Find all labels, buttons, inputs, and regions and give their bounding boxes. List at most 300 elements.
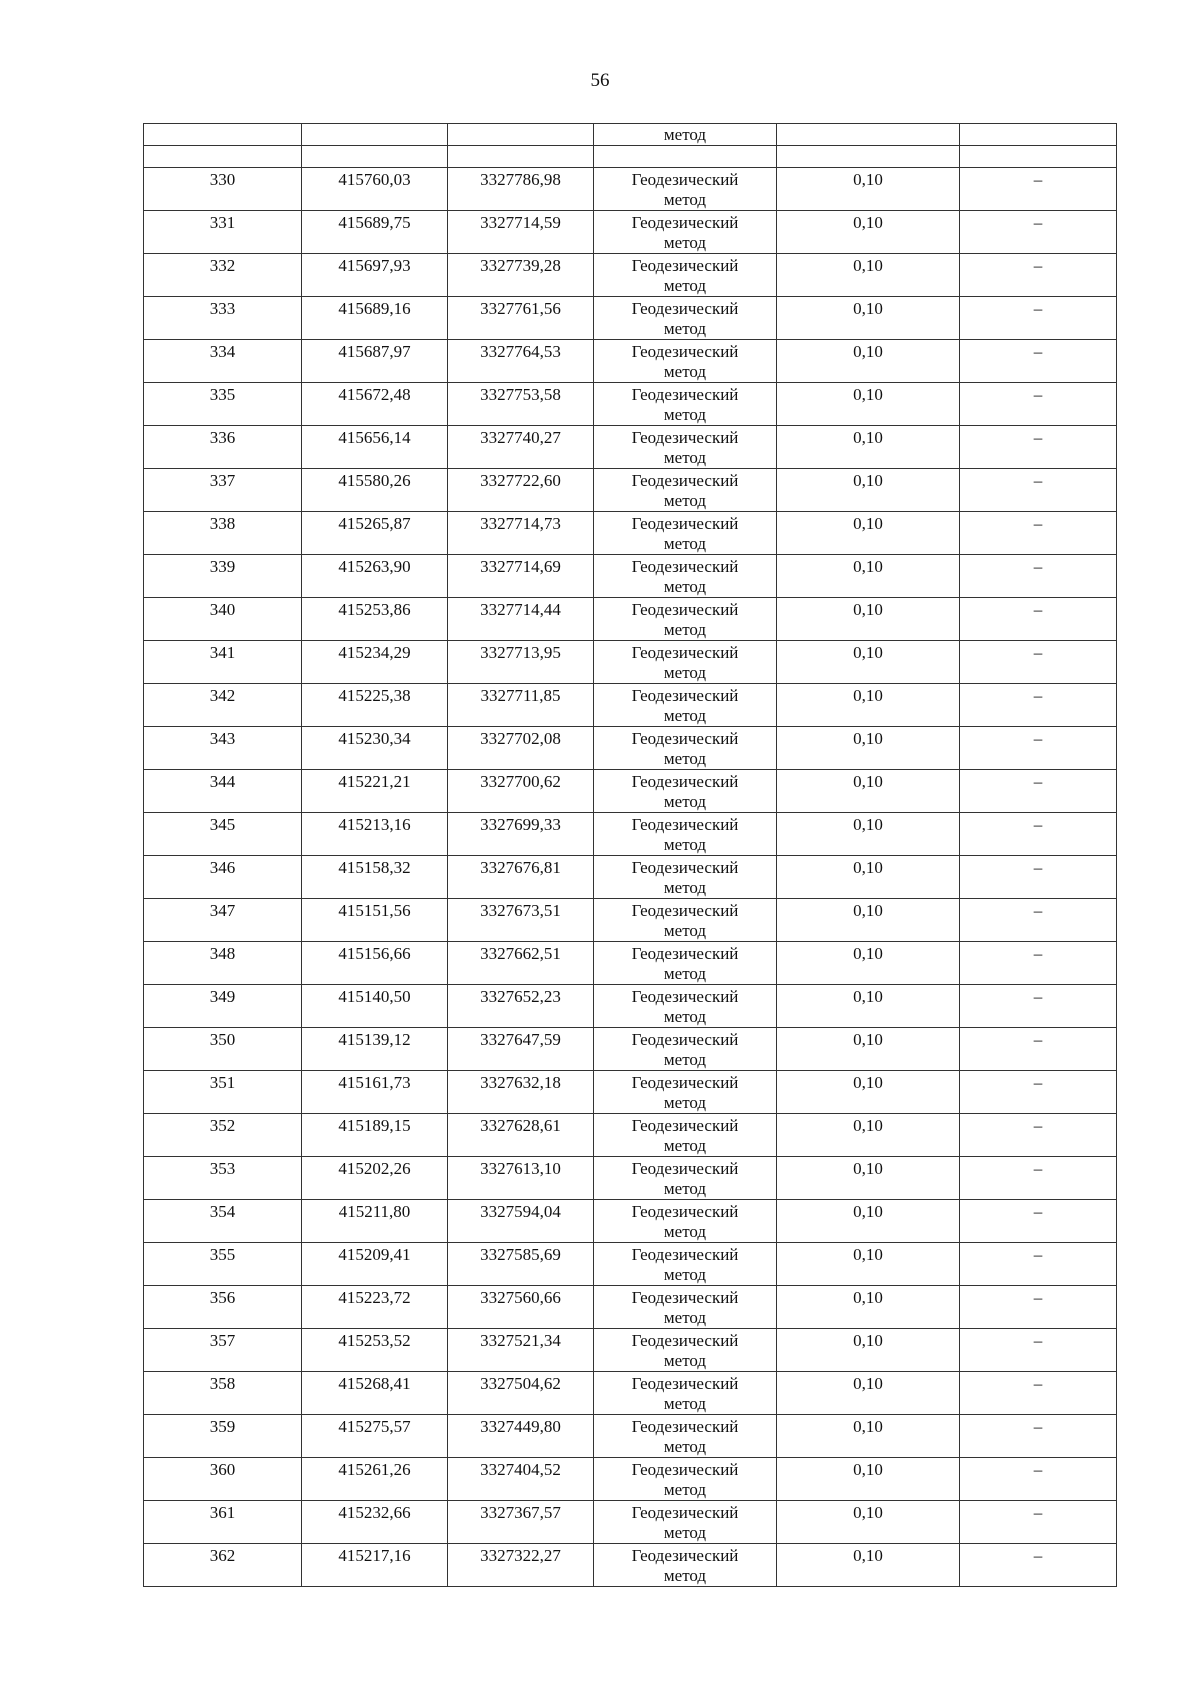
table-row: [144, 254, 1117, 297]
cell-point: [144, 942, 302, 985]
cell-accuracy: [777, 813, 960, 856]
cell-accuracy: [777, 1157, 960, 1200]
cell-method-text: метод: [663, 1136, 707, 1155]
cell-note-text: –: [1033, 428, 1043, 447]
cell-note: [960, 1243, 1117, 1286]
table-row: [144, 1544, 1117, 1587]
cell-y-text: 3327504,62: [480, 1374, 561, 1393]
cell-accuracy: [777, 168, 960, 211]
cell-accuracy-text: 0,10: [853, 1245, 883, 1264]
cell-y: [448, 383, 594, 426]
cell-accuracy-text: 0,10: [853, 299, 883, 318]
cell-x: [302, 1458, 448, 1501]
cell-accuracy: [777, 1114, 960, 1157]
cell-accuracy-text: 0,10: [853, 342, 883, 361]
cell-accuracy: [777, 254, 960, 297]
cell-y: [448, 512, 594, 555]
cell-method-text: Геодезический: [631, 428, 739, 447]
cell-point-text: 355: [209, 1245, 236, 1264]
cell-method-text: Геодезический: [631, 213, 739, 232]
cell-y: [448, 942, 594, 985]
cell-point: [144, 1329, 302, 1372]
cell-point-text: 353: [209, 1159, 236, 1178]
cell-point-text: 330: [209, 170, 236, 189]
cell-method-text: метод: [663, 749, 707, 768]
cell-note-text: –: [1033, 299, 1043, 318]
cell-method-text: метод: [663, 233, 707, 252]
cell-point-text: 332: [209, 256, 236, 275]
cell-y: [448, 985, 594, 1028]
cell-method-text: метод: [663, 1222, 707, 1241]
cell-note-text: –: [1033, 1116, 1043, 1135]
cell-note-text: –: [1033, 772, 1043, 791]
cell-method-text: метод: [663, 792, 707, 811]
cell-point: [144, 899, 302, 942]
cell-point-text: 351: [209, 1073, 236, 1092]
cell-accuracy-text: 0,10: [853, 901, 883, 920]
cell-method-text: Геодезический: [631, 643, 739, 662]
cell-y: [448, 1028, 594, 1071]
cell-method: [594, 1415, 777, 1458]
cell-x: [302, 512, 448, 555]
cell-accuracy: [777, 1243, 960, 1286]
cell-method-text: метод: [663, 1093, 707, 1112]
cell-point: [144, 297, 302, 340]
cell-note: [960, 512, 1117, 555]
table-row: [144, 340, 1117, 383]
cell-point-text: 360: [209, 1460, 236, 1479]
cell-y-text: 3327662,51: [480, 944, 561, 963]
cell-note-text: –: [1033, 901, 1043, 920]
cell-note: [960, 1071, 1117, 1114]
page-number: 56: [590, 70, 610, 91]
cell-y: [448, 469, 594, 512]
cell-point-text: 338: [209, 514, 236, 533]
cell-method-text: Геодезический: [631, 729, 739, 748]
cell-method: [594, 426, 777, 469]
cell-y-text: 3327449,80: [480, 1417, 561, 1436]
cell-y: [448, 124, 594, 146]
cell-x: [302, 168, 448, 211]
cell-method-text: метод: [663, 1007, 707, 1026]
cell-method-text: Геодезический: [631, 514, 739, 533]
cell-point-text: 334: [209, 342, 236, 361]
cell-x-text: 415760,03: [338, 170, 411, 189]
cell-x-text: 415687,97: [338, 342, 411, 361]
cell-note-text: –: [1033, 1503, 1043, 1522]
cell-method-text: Геодезический: [631, 170, 739, 189]
cell-method-text: метод: [663, 1265, 707, 1284]
cell-accuracy-text: 0,10: [853, 643, 883, 662]
cell-x: [302, 1372, 448, 1415]
cell-accuracy: [777, 555, 960, 598]
table-row: [144, 555, 1117, 598]
cell-x-text: 415253,86: [338, 600, 411, 619]
cell-method: [594, 297, 777, 340]
cell-point-text: 340: [209, 600, 236, 619]
cell-note-text: –: [1033, 471, 1043, 490]
cell-x-text: 415221,21: [338, 772, 411, 791]
cell-x-text: 415202,26: [338, 1159, 411, 1178]
cell-x-text: 415689,75: [338, 213, 411, 232]
cell-method-text: метод: [663, 448, 707, 467]
cell-method-text: Геодезический: [631, 686, 739, 705]
table-row: [144, 985, 1117, 1028]
cell-accuracy: [777, 684, 960, 727]
cell-y: [448, 1157, 594, 1200]
cell-accuracy: [777, 1372, 960, 1415]
cell-point-text: 350: [209, 1030, 236, 1049]
cell-x-text: 415213,16: [338, 815, 411, 834]
cell-accuracy-text: 0,10: [853, 772, 883, 791]
cell-point: [144, 1243, 302, 1286]
table-row: [144, 942, 1117, 985]
cell-point-text: 358: [209, 1374, 236, 1393]
cell-y-text: 3327761,56: [480, 299, 561, 318]
cell-note: [960, 1329, 1117, 1372]
cell-method: [594, 124, 777, 146]
cell-note-text: –: [1033, 1159, 1043, 1178]
cell-accuracy-text: 0,10: [853, 987, 883, 1006]
cell-y-text: 3327652,23: [480, 987, 561, 1006]
cell-point-text: 337: [209, 471, 236, 490]
spacer-cell: [302, 146, 448, 168]
cell-x: [302, 469, 448, 512]
cell-note: [960, 770, 1117, 813]
table-row: [144, 1200, 1117, 1243]
cell-x: [302, 383, 448, 426]
cell-y: [448, 1501, 594, 1544]
cell-x: [302, 211, 448, 254]
cell-method: [594, 1071, 777, 1114]
spacer-cell: [777, 146, 960, 168]
cell-accuracy-text: 0,10: [853, 471, 883, 490]
cell-y-text: 3327613,10: [480, 1159, 561, 1178]
cell-method-text: Геодезический: [631, 987, 739, 1006]
cell-accuracy-text: 0,10: [853, 213, 883, 232]
cell-note: [960, 1200, 1117, 1243]
cell-method-text: метод: [663, 964, 707, 983]
table-row: [144, 297, 1117, 340]
cell-y-text: 3327711,85: [480, 686, 561, 705]
cell-accuracy: [777, 297, 960, 340]
cell-point-text: 354: [209, 1202, 236, 1221]
cell-note-text: –: [1033, 514, 1043, 533]
cell-x-text: 415672,48: [338, 385, 411, 404]
cell-point: [144, 813, 302, 856]
cell-x: [302, 124, 448, 146]
cell-method-text: Геодезический: [631, 1460, 739, 1479]
cell-point: [144, 727, 302, 770]
cell-accuracy-text: 0,10: [853, 1030, 883, 1049]
cell-accuracy-text: 0,10: [853, 815, 883, 834]
cell-accuracy-text: 0,10: [853, 686, 883, 705]
cell-note-text: –: [1033, 1073, 1043, 1092]
cell-point: [144, 1501, 302, 1544]
cell-method: [594, 899, 777, 942]
cell-y-text: 3327676,81: [480, 858, 561, 877]
cell-method-text: Геодезический: [631, 471, 739, 490]
cell-y: [448, 899, 594, 942]
coordinates-table: [143, 123, 1117, 1587]
cell-method-text: Геодезический: [631, 557, 739, 576]
cell-method-text: Геодезический: [631, 299, 739, 318]
cell-x-text: 415268,41: [338, 1374, 411, 1393]
cell-accuracy: [777, 1200, 960, 1243]
cell-note-text: –: [1033, 815, 1043, 834]
cell-y-text: 3327753,58: [480, 385, 561, 404]
cell-point-text: 361: [209, 1503, 236, 1522]
cell-point: [144, 1028, 302, 1071]
cell-y-text: 3327713,95: [480, 643, 561, 662]
cell-y: [448, 813, 594, 856]
cell-method-text: метод: [663, 190, 707, 209]
cell-x: [302, 1286, 448, 1329]
table-row: [144, 1286, 1117, 1329]
cell-accuracy: [777, 383, 960, 426]
cell-y-text: 3327404,52: [480, 1460, 561, 1479]
cell-accuracy-text: 0,10: [853, 1417, 883, 1436]
cell-point: [144, 856, 302, 899]
cell-note: [960, 1372, 1117, 1415]
cell-accuracy-text: 0,10: [853, 1159, 883, 1178]
cell-x-text: 415232,66: [338, 1503, 411, 1522]
cell-accuracy: [777, 1286, 960, 1329]
cell-y: [448, 168, 594, 211]
cell-y-text: 3327521,34: [480, 1331, 561, 1350]
cell-accuracy-text: 0,10: [853, 428, 883, 447]
spacer-cell: [960, 146, 1117, 168]
cell-x: [302, 727, 448, 770]
cell-point-text: 352: [209, 1116, 236, 1135]
cell-x: [302, 985, 448, 1028]
spacer-cell: [448, 146, 594, 168]
cell-method-text: Геодезический: [631, 772, 739, 791]
cell-x: [302, 1243, 448, 1286]
table-row: [144, 727, 1117, 770]
table-row: [144, 1028, 1117, 1071]
cell-accuracy: [777, 856, 960, 899]
cell-accuracy-text: 0,10: [853, 557, 883, 576]
cell-accuracy: [777, 598, 960, 641]
cell-y-text: 3327786,98: [480, 170, 561, 189]
cell-point-text: 346: [209, 858, 236, 877]
cell-method-text: метод: [663, 620, 707, 639]
cell-method-text: метод: [663, 1523, 707, 1542]
cell-x: [302, 1028, 448, 1071]
cell-accuracy: [777, 942, 960, 985]
table-row: [144, 641, 1117, 684]
cell-note: [960, 1114, 1117, 1157]
cell-y-text: 3327714,44: [480, 600, 561, 619]
cell-y: [448, 1243, 594, 1286]
cell-note-text: –: [1033, 987, 1043, 1006]
cell-x-text: 415689,16: [338, 299, 411, 318]
continuation-row: [144, 124, 1117, 146]
cell-method: [594, 1372, 777, 1415]
cell-y: [448, 1200, 594, 1243]
cell-note-text: –: [1033, 1417, 1043, 1436]
cell-note-text: –: [1033, 729, 1043, 748]
cell-method: [594, 985, 777, 1028]
cell-method-text: Геодезический: [631, 1159, 739, 1178]
cell-method: [594, 211, 777, 254]
cell-y: [448, 856, 594, 899]
cell-y: [448, 727, 594, 770]
cell-method-text: метод: [663, 1050, 707, 1069]
cell-point-text: 339: [209, 557, 236, 576]
cell-method: [594, 770, 777, 813]
cell-y: [448, 426, 594, 469]
cell-x: [302, 1071, 448, 1114]
cell-method-text: Геодезический: [631, 385, 739, 404]
cell-method: [594, 1329, 777, 1372]
cell-accuracy-text: 0,10: [853, 1331, 883, 1350]
cell-note: [960, 727, 1117, 770]
table-row: [144, 813, 1117, 856]
cell-point: [144, 1544, 302, 1587]
cell-y-text: 3327702,08: [480, 729, 561, 748]
cell-point: [144, 641, 302, 684]
cell-note: [960, 985, 1117, 1028]
cell-method-text: метод: [663, 663, 707, 682]
cell-accuracy: [777, 1415, 960, 1458]
cell-point: [144, 1071, 302, 1114]
cell-accuracy: [777, 469, 960, 512]
cell-x: [302, 426, 448, 469]
cell-method: [594, 684, 777, 727]
cell-x-text: 415217,16: [338, 1546, 411, 1565]
cell-accuracy: [777, 211, 960, 254]
cell-note-text: –: [1033, 557, 1043, 576]
cell-point: [144, 684, 302, 727]
cell-x: [302, 641, 448, 684]
cell-accuracy-text: 0,10: [853, 1546, 883, 1565]
cell-y: [448, 1286, 594, 1329]
cell-y: [448, 1372, 594, 1415]
cell-method: [594, 512, 777, 555]
cell-method-text: Геодезический: [631, 600, 739, 619]
cell-method-text: Геодезический: [631, 1503, 739, 1522]
table-row: [144, 598, 1117, 641]
cell-note: [960, 555, 1117, 598]
cell-x: [302, 1501, 448, 1544]
cell-accuracy: [777, 512, 960, 555]
cell-point-text: 343: [209, 729, 236, 748]
cell-method-text: Геодезический: [631, 1202, 739, 1221]
cell-method-text: Геодезический: [631, 815, 739, 834]
cell-accuracy: [777, 1329, 960, 1372]
cell-method: [594, 1157, 777, 1200]
cell-note: [960, 1458, 1117, 1501]
cell-method: [594, 469, 777, 512]
cell-accuracy-text: 0,10: [853, 514, 883, 533]
cell-point-text: 349: [209, 987, 236, 1006]
coordinates-table-body: [144, 124, 1117, 1587]
cell-x-text: 415263,90: [338, 557, 411, 576]
cell-method-text: метод: [663, 1394, 707, 1413]
cell-method: [594, 1243, 777, 1286]
cell-x-text: 415223,72: [338, 1288, 411, 1307]
cell-note: [960, 899, 1117, 942]
cell-y: [448, 1114, 594, 1157]
cell-method: [594, 1114, 777, 1157]
cell-y-text: 3327632,18: [480, 1073, 561, 1092]
cell-x-text: 415209,41: [338, 1245, 411, 1264]
cell-method-text: Геодезический: [631, 1417, 739, 1436]
cell-y-text: 3327714,73: [480, 514, 561, 533]
cell-accuracy-text: 0,10: [853, 600, 883, 619]
cell-method-text: метод: [663, 1437, 707, 1456]
cell-y-text: 3327722,60: [480, 471, 561, 490]
cell-accuracy: [777, 1501, 960, 1544]
cell-note-text: –: [1033, 858, 1043, 877]
cell-y-text: 3327714,59: [480, 213, 561, 232]
cell-point-text: 336: [209, 428, 236, 447]
cell-y-text: 3327322,27: [480, 1546, 561, 1565]
cell-x: [302, 1415, 448, 1458]
cell-method: [594, 856, 777, 899]
cell-method-text: Геодезический: [631, 944, 739, 963]
cell-note-text: –: [1033, 385, 1043, 404]
cell-x: [302, 598, 448, 641]
cell-method-text: Геодезический: [631, 858, 739, 877]
cell-accuracy-text: 0,10: [853, 256, 883, 275]
cell-y: [448, 1544, 594, 1587]
cell-y-text: 3327764,53: [480, 342, 561, 361]
cell-method-text: метод: [663, 276, 707, 295]
cell-accuracy: [777, 426, 960, 469]
cell-method-text: метод: [663, 835, 707, 854]
cell-note: [960, 426, 1117, 469]
cell-y-text: 3327560,66: [480, 1288, 561, 1307]
cell-x: [302, 813, 448, 856]
cell-note: [960, 211, 1117, 254]
cell-method-text: метод: [663, 491, 707, 510]
cell-x-text: 415275,57: [338, 1417, 411, 1436]
cell-y-text: 3327714,69: [480, 557, 561, 576]
cell-method-text: метод: [663, 405, 707, 424]
cell-method-text: метод: [663, 878, 707, 897]
cell-y: [448, 1415, 594, 1458]
cell-method-text: Геодезический: [631, 1245, 739, 1264]
cell-accuracy: [777, 770, 960, 813]
cell-note: [960, 1415, 1117, 1458]
cell-method-text: Геодезический: [631, 1331, 739, 1350]
cell-note-text: –: [1033, 1546, 1043, 1565]
cell-method: [594, 727, 777, 770]
cell-method-text: Геодезический: [631, 1073, 739, 1092]
cell-x: [302, 1157, 448, 1200]
cell-note-text: –: [1033, 1331, 1043, 1350]
cell-y: [448, 297, 594, 340]
cell-y: [448, 1458, 594, 1501]
cell-point: [144, 598, 302, 641]
cell-y-text: 3327367,57: [480, 1503, 561, 1522]
table-row: [144, 1243, 1117, 1286]
cell-accuracy-text: 0,10: [853, 729, 883, 748]
cell-y-text: 3327739,28: [480, 256, 561, 275]
cell-point-text: 356: [209, 1288, 236, 1307]
cell-note-text: –: [1033, 1374, 1043, 1393]
cell-method-text: метод: [663, 1308, 707, 1327]
table-row: [144, 1071, 1117, 1114]
cell-y: [448, 1329, 594, 1372]
cell-method: [594, 1501, 777, 1544]
table-row: [144, 856, 1117, 899]
cell-y: [448, 1071, 594, 1114]
cell-accuracy-text: 0,10: [853, 1288, 883, 1307]
